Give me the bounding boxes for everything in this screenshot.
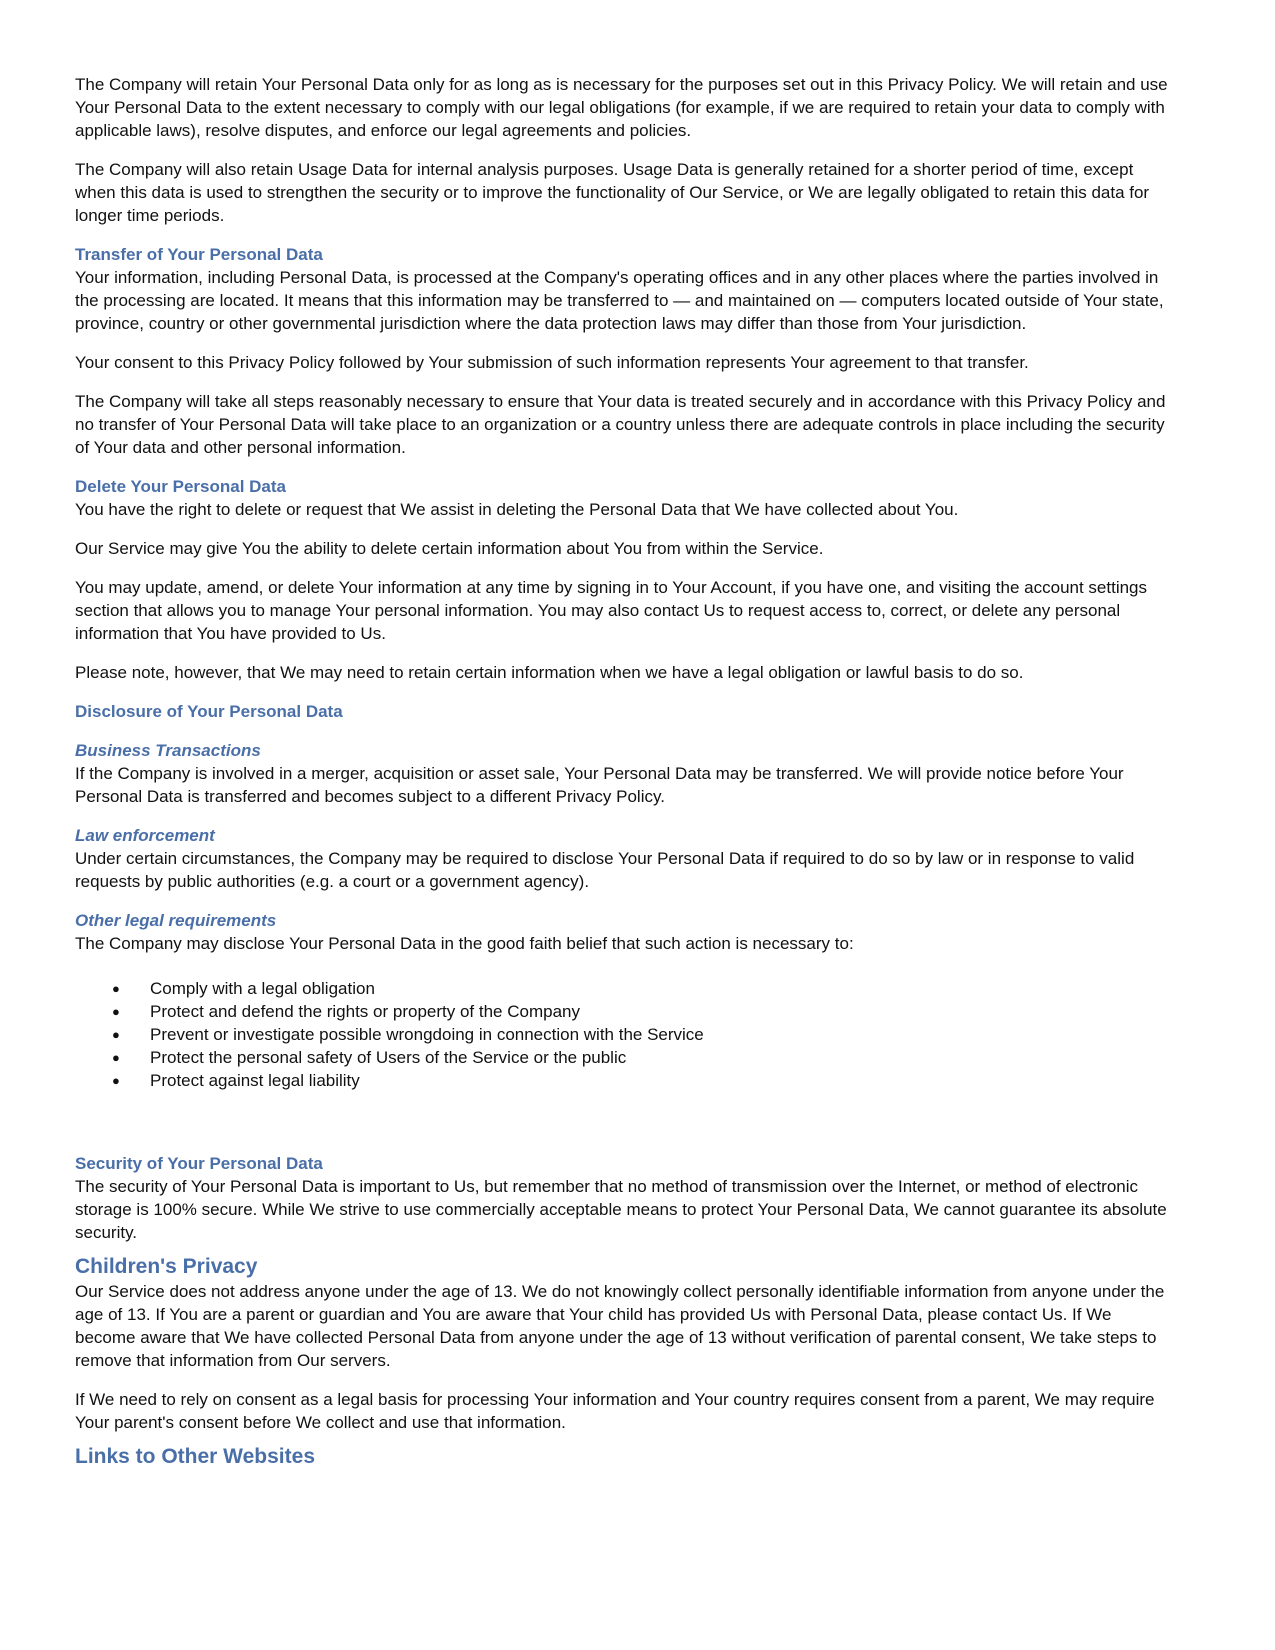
links-section <box>75 1444 1175 1470</box>
disclosure-section <box>75 700 1175 1092</box>
list-item <box>75 1023 1175 1046</box>
list-item <box>75 1000 1175 1023</box>
paragraph: Please note, however, that We may need to retain certain information when we have a legal obligation or lawful basis to do so. <box>75 663 1024 682</box>
paragraph: Your information, including Personal Data, is processed at the Company's operating offices and in any other places where the parties involved in the processing are located. It means that this information may be transferred to — and maintained on — computers located outside of Your state, province, country or other governmental jurisdiction where the data protection laws may differ than those from Your jurisdiction. <box>75 268 1164 333</box>
paragraph: The security of Your Personal Data is important to Us, but remember that no method of transmission over the Internet, or method of electronic storage is 100% secure. While We strive to use commercially acceptable means to protect Your Personal Data, We cannot guarantee its absolute security. <box>75 1177 1167 1242</box>
list-item-text: Protect the personal safety of Users of the Service or the public <box>150 1048 627 1067</box>
section-title: Links to Other Websites <box>75 1445 315 1468</box>
security-section <box>75 1152 1175 1244</box>
list-item-text: Protect and defend the rights or property of the Company <box>150 1002 580 1021</box>
paragraph: Our Service may give You the ability to delete certain information about You from within the Service. <box>75 539 824 558</box>
paragraph: Your consent to this Privacy Policy followed by Your submission of such information represents Your agreement to that transfer. <box>75 353 1029 372</box>
paragraph: The Company will take all steps reasonably necessary to ensure that Your data is treated securely and in accordance with this Privacy Policy and no transfer of Your Personal Data will take place to an organization or a country unless there are adequate controls in place including the security of Your data and other personal information. <box>75 392 1166 457</box>
section-heading: Disclosure of Your Personal Data <box>75 702 343 721</box>
subsection-heading: Other legal requirements <box>75 911 277 930</box>
paragraph: Under certain circumstances, the Company may be required to disclose Your Personal Data if required to do so by law or in response to valid requests by public authorities (e.g. a court or a government agency). <box>75 849 1135 891</box>
list-item-text: Comply with a legal obligation <box>150 979 375 998</box>
paragraph: If the Company is involved in a merger, acquisition or asset sale, Your Personal Data may be transferred. We will provide notice before Your Personal Data is transferred and becomes subject to a different Privacy Policy. <box>75 764 1124 806</box>
section-title: Children's Privacy <box>75 1255 258 1278</box>
paragraph: You have the right to delete or request that We assist in deleting the Personal Data that We have collected about You. <box>75 500 959 519</box>
bullet-list <box>75 963 1175 1092</box>
section-heading: Delete Your Personal Data <box>75 477 287 496</box>
bullet-icon: ● <box>112 1073 120 1088</box>
delete-section <box>75 475 1175 684</box>
childrens-privacy-section <box>75 1254 1175 1434</box>
list-item-text: Prevent or investigate possible wrongdoing in connection with the Service <box>150 1025 704 1044</box>
list-item-text: Protect against legal liability <box>150 1071 360 1090</box>
bullet-icon: ● <box>112 981 120 996</box>
section-heading: Security of Your Personal Data <box>75 1154 323 1173</box>
paragraph: You may update, amend, or delete Your information at any time by signing in to Your Account, if you have one, and visiting the account settings section that allows you to manage Your personal information. You may also contact Us to request access to, correct, or delete any personal information that You have provided to Us. <box>75 578 1148 643</box>
bullet-icon: ● <box>112 1027 120 1042</box>
paragraph: The Company will also retain Usage Data for internal analysis purposes. Usage Data is generally retained for a shorter period of time, except when this data is used to strengthen the security or to improve the functionality of Our Service, or We are legally obligated to retain this data for longer time periods. <box>75 160 1150 225</box>
list-item <box>75 1046 1175 1069</box>
paragraph: If We need to rely on consent as a legal basis for processing Your information and Your country requires consent from a parent, We may require Your parent's consent before We collect and use that information. <box>75 1390 1155 1432</box>
subsection-heading: Law enforcement <box>75 826 215 845</box>
list-item <box>75 1069 1175 1092</box>
paragraph: The Company may disclose Your Personal Data in the good faith belief that such action is necessary to: <box>75 934 854 953</box>
section-heading: Transfer of Your Personal Data <box>75 245 323 264</box>
transfer-section <box>75 243 1175 459</box>
paragraph: The Company will retain Your Personal Data only for as long as is necessary for the purposes set out in this Privacy Policy. We will retain and use Your Personal Data to the extent necessary to comply with our legal obligations (for example, if we are required to retain your data to comply with applicable laws), resolve disputes, and enforce our legal agreements and policies. <box>75 75 1168 140</box>
retention-section <box>75 73 1175 227</box>
bullet-icon: ● <box>112 1004 120 1019</box>
paragraph: Our Service does not address anyone under the age of 13. We do not knowingly collect personally identifiable information from anyone under the age of 13. If You are a parent or guardian and You are aware that Your child has provided Us with Personal Data, please contact Us. If We become aware that We have collected Personal Data from anyone under the age of 13 without verification of parental consent, We take steps to remove that information from Our servers. <box>75 1282 1165 1370</box>
subsection-heading: Business Transactions <box>75 741 261 760</box>
bullet-icon: ● <box>112 1050 120 1065</box>
list-item <box>75 977 1175 1000</box>
